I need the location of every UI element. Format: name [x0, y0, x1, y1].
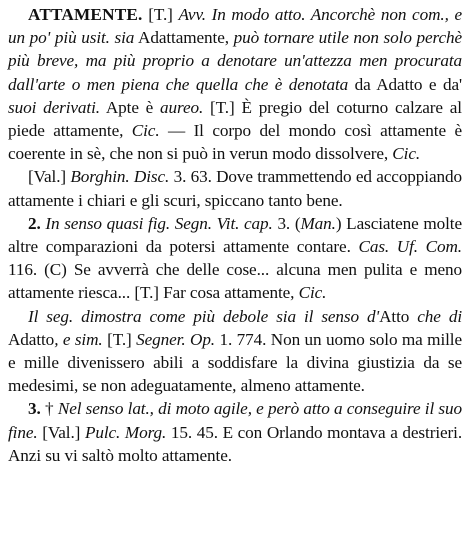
sense-note: Il seg. dimostra come più debole sia il senso d' [28, 306, 380, 326]
headword: ATTAMENTE. [28, 5, 143, 24]
example-text: ) Lasciatene molte altre comparazioni da potersi attamente contare. [8, 213, 462, 257]
example-text: 15. 45. E con Orlando montava a destrieri. Anzi su vi saltò molto attamente. [8, 422, 463, 465]
sense-note: , e sim. [54, 329, 103, 349]
entry-paragraph-2 [8, 165, 462, 211]
entry-paragraph-4 [8, 305, 462, 398]
entry-paragraph-3 [8, 212, 462, 305]
usage-note: può tornare utile non solo perchè più breve, ma più proprio a denotare un'attezza men procurata dall'arte o men piena che quella che è denotata [8, 28, 463, 94]
source-tag: [T.] [148, 5, 173, 24]
citation-source: Cas. Uf. Com. [358, 237, 463, 257]
sense-number: 2. [28, 213, 41, 233]
latin-equivalent: Apte è [99, 97, 161, 117]
term: Atto [379, 306, 410, 326]
citation-author: Cic. [392, 144, 421, 164]
term: Adatto [8, 329, 55, 349]
sense-definition: Nel senso lat., di moto agile, e però atto a conseguire il suo fine. [8, 399, 462, 442]
obsolete-mark: † [40, 399, 58, 419]
citation-ref: 3. ( [272, 213, 301, 233]
citation-source: Pulc. Morg. [84, 422, 167, 442]
source-tag: [Val.] [28, 167, 71, 187]
example-text: 116. (C) Se avverrà che delle cose... alcuna men pulita e meno attamente riesca... [T.] Far cosa attamente, [8, 260, 462, 303]
citation-author: Cic. [298, 283, 327, 303]
related-terms: da Adatto e da' [348, 74, 462, 94]
example-text: [T.] È pregio del coturno calzare al piede attamente, [8, 97, 462, 141]
latin-qualifier: aureo. [160, 97, 204, 117]
source-tag: [Val.] [37, 422, 85, 442]
sense-number: 3. [28, 399, 41, 419]
synonym-term: Adattamente, [134, 28, 234, 48]
example-text: 3. 63. Dove trammettendo ed accoppiando attamente i chiari e gli scuri, spiccano tanto bene. [8, 167, 462, 210]
entry-paragraph-5 [8, 397, 462, 467]
citation-source: Segner. Op. [136, 329, 216, 349]
citation-source: Borghin. Disc. [70, 167, 170, 187]
usage-note-end: suoi derivati. [8, 97, 100, 117]
source-tag: [T.] [102, 329, 137, 349]
entry-paragraph-1 [8, 3, 462, 165]
citation-abbrev: Man. [300, 213, 336, 233]
citation-author: Cic. [131, 121, 160, 141]
example-text: 1. 774. Non un uomo solo ma mille e mille divenissero abili a soddisfare la divina giustizia da se medesimi, se non adeguatamente, almeno attamente. [8, 329, 462, 396]
sense-definition: In senso quasi fig. Segn. Vit. cap. [40, 213, 273, 233]
example-text: — Il corpo del mondo così attamente è coerente in sè, che non si può in verun modo dissolvere, [8, 121, 462, 164]
sense-note: che di [409, 306, 462, 326]
definition-text: Avv. In modo atto. Ancorchè non com., e un po' più usit. sia [8, 5, 462, 48]
